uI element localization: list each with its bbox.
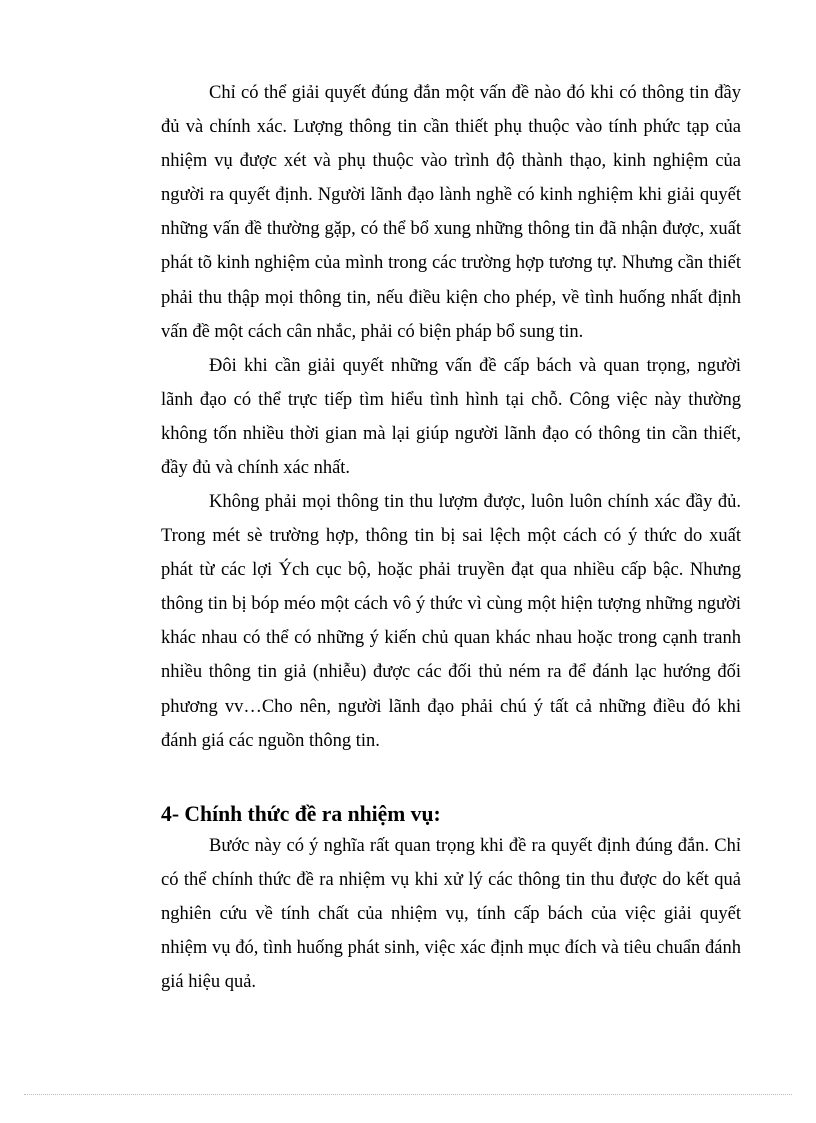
page-bottom-divider bbox=[24, 1094, 792, 1095]
paragraph-task-formulation: Bước này có ý nghĩa rất quan trọng khi đề ra quyết định đúng đắn. Chỉ có thể chính thức đề ra nhiệm vụ khi xử lý các thông tin thu được do kết quả nghiên cứu về tính chất của nhiệm vụ, tính cấp bách của việc giải quyết nhiệm vụ đó, tình huống phát sinh, việc xác định mục đích và tiêu chuẩn đánh giá hiệu quả. bbox=[161, 836, 741, 993]
section-heading: 4- Chính thức đề ra nhiệm vụ: bbox=[161, 802, 441, 826]
paragraph-direct-investigation: Đôi khi cần giải quyết những vấn đề cấp bách và quan trọng, người lãnh đạo có thể trực tiếp tìm hiểu tình hình tại chỗ. Công việc này thường không tốn nhiều thời gian mà lại giúp người lãnh đạo có thông tin cần thiết, đầy đủ và chính xác nhất. bbox=[161, 356, 741, 479]
paragraph-information-completeness: Chỉ có thể giải quyết đúng đắn một vấn đề nào đó khi có thông tin đầy đủ và chính xác. Lượng thông tin cần thiết phụ thuộc vào tính phức tạp của nhiệm vụ được xét và phụ thuộc vào trình độ thành thạo, kinh nghiệm của người ra quyết định. Người lãnh đạo lành nghề có kinh nghiệm khi giải quyết những vấn đề thường gặp, có thể bổ xung những thông tin đã nhận được, xuất phát tõ kinh nghiệm của mình trong các trường hợp tương tự. Nhưng cần thiết phải thu thập mọi thông tin, nếu điều kiện cho phép, về tình huống nhất định vấn đề một cách cân nhắc, phải có biện pháp bổ sung tin. bbox=[161, 83, 741, 342]
paragraph-information-distortion: Không phải mọi thông tin thu lượm được, luôn luôn chính xác đầy đủ. Trong mét sè trường hợp, thông tin bị sai lệch một cách có ý thức do xuất phát từ các lợi Ých cục bộ, hoặc phải truyền đạt qua nhiều cấp bậc. Nhưng thông tin bị bóp méo một cách vô ý thức vì cùng một hiện tượng những người khác nhau có thể có những ý kiến chủ quan khác nhau hoặc trong cạnh tranh nhiều thông tin giả (nhiễu) được các đối thủ ném ra để đánh lạc hướng đối phương vv…Cho nên, người lãnh đạo phải chú ý tất cả những điều đó khi đánh giá các nguồn thông tin. bbox=[161, 492, 741, 751]
